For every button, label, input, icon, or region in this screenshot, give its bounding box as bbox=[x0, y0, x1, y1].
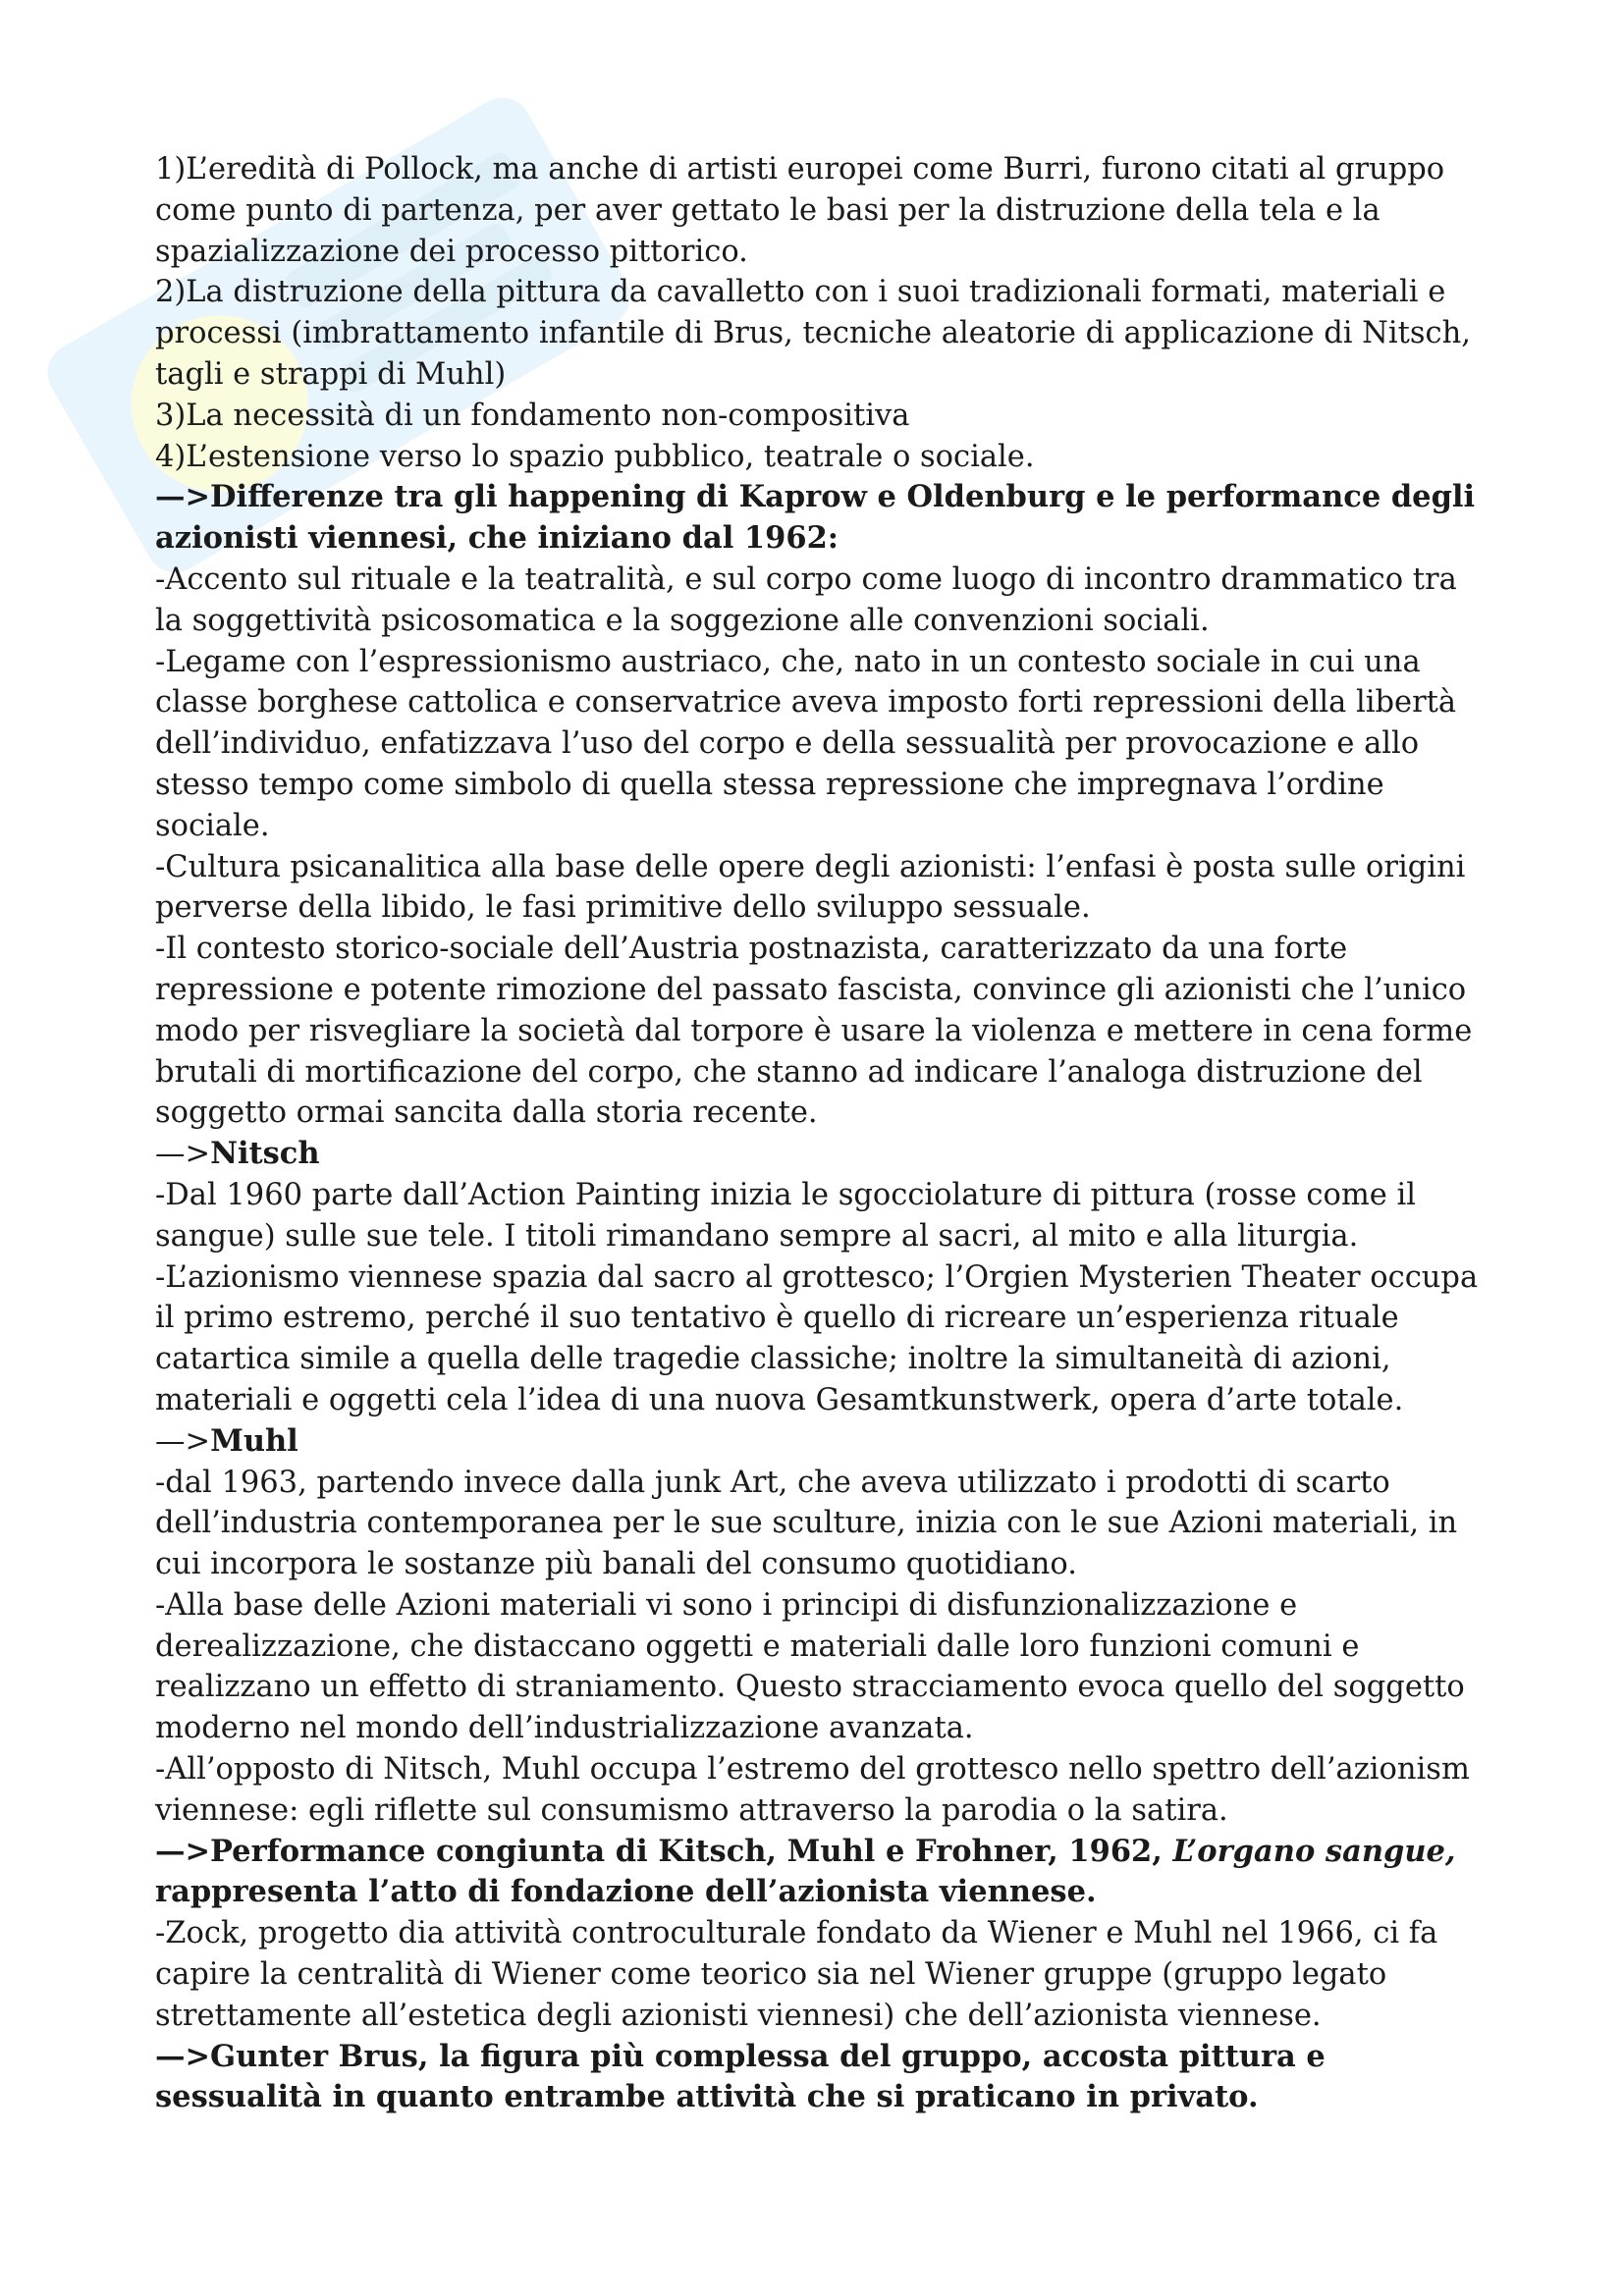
heading-muhl-arrow: —> bbox=[155, 1423, 211, 1459]
paragraph-13: -All’opposto di Nitsch, Muhl occupa l’estremo del grottesco nello spettro dell’azionism viennese: egli riflette sul consumismo attraverso la parodia o la satira. bbox=[155, 1752, 1470, 1828]
heading-performance-text-b: rappresenta l’atto di fondazione dell’azionista viennese. bbox=[155, 1874, 1097, 1910]
paragraph-11: -dal 1963, partendo invece dalla junk Art, che aveva utilizzato i prodotti di scarto dell’industria contemporanea per le sue sculture, inizia con le sue Azioni materiali, in cui incorpora le sostanze più banali del consumo quotidiano. bbox=[155, 1465, 1458, 1582]
heading-nitsch-text: Nitsch bbox=[210, 1136, 320, 1172]
paragraph-4: 4)L’estensione verso lo spazio pubblico, teatrale o sociale. bbox=[155, 439, 1035, 474]
heading-differences-text: —>Differenze tra gli happening di Kaprow e Oldenburg e le performance degli azionisti viennesi, che iniziano dal 1962: bbox=[155, 479, 1476, 557]
paragraph-8: -Il contesto storico-sociale dell’Austria postnazista, caratterizzato da una forte repressione e potente rimozione del passato fascista, convince gli azionisti che l’unico modo per risvegliare la società dal torpore è usare la violenza e mettere in cena forme brutali di mortificazione del corpo, che stanno ad indicare l’analoga distruzione del soggetto ormai sancita dalla storia recente. bbox=[155, 932, 1473, 1131]
heading-muhl-text: Muhl bbox=[210, 1422, 298, 1459]
paragraph-6: -Legame con l’espressionismo austriaco, che, nato in un contesto sociale in cui una classe borghese cattolica e conservatrice aveva imposto forti repressioni della libertà dell’individuo, enfatizzava l’uso del corpo e della sessualità per provocazione e allo stesso tempo come simbolo di quella stessa repressione che impregnava l’ordine sociale. bbox=[155, 644, 1457, 843]
heading-brus bbox=[155, 2037, 1490, 2119]
heading-brus-text: —>Gunter Brus, la figura più complessa del gruppo, accosta pittura e sessualità in quanto entrambe attività che si praticano in privato. bbox=[155, 2038, 1326, 2115]
paragraph-12: -Alla base delle Azioni materiali vi sono i principi di disfunzionalizzazione e derealizzazione, che distaccano oggetti e materiali dalle loro funzioni comuni e realizzano un effetto di straniamento. Questo stracciamento evoca quello del soggetto moderno nel mondo dell’industrializzazione avanzata. bbox=[155, 1587, 1465, 1746]
paragraph-14: -Zock, progetto dia attività controculturale fondato da Wiener e Muhl nel 1966, ci fa capire la centralità di Wiener come teorico sia nel Wiener gruppe (gruppo legato strettamente all’estetica degli azionisti viennesi) che dell’azionista viennese. bbox=[155, 1916, 1438, 2033]
heading-nitsch bbox=[155, 1134, 1490, 1175]
paragraph-9: -Dal 1960 parte dall’Action Painting inizia le sgocciolature di pittura (rosse come il sangue) sulle sue tele. I titoli rimandano sempre al sacri, al mito e alla liturgia. bbox=[155, 1177, 1417, 1254]
heading-performance-text-a: —>Performance congiunta di Kitsch, Muhl e Frohner, 1962, bbox=[155, 1833, 1173, 1869]
heading-nitsch-arrow: —> bbox=[155, 1137, 211, 1172]
heading-performance-title: L’organo sangue, bbox=[1172, 1833, 1456, 1869]
paragraph-7: -Cultura psicanalitica alla base delle opere degli azionisti: l’enfasi è posta sulle origini perverse della libido, le fasi primitive dello sviluppo sessuale. bbox=[155, 849, 1466, 926]
paragraph-5: -Accento sul rituale e la teatralità, e sul corpo come luogo di incontro drammatico tra la soggettività psicosomatica e la soggezione alle convenzioni sociali. bbox=[155, 561, 1457, 638]
paragraph-1: 1)L’eredità di Pollock, ma anche di artisti europei come Burri, furono citati al gruppo come punto di partenza, per aver gettato le basi per la distruzione della tela e la spazializzazione dei processo pittorico. bbox=[155, 152, 1445, 269]
paragraph-3: 3)La necessità di un fondamento non-compositiva bbox=[155, 398, 910, 433]
heading-performance bbox=[155, 1832, 1490, 1914]
paragraph-2: 2)La distruzione della pittura da cavalletto con i suoi tradizionali formati, materiali e processi (imbrattamento infantile di Brus, tecniche aleatorie di applicazione di Nitsch, tagli e strappi di Muhl) bbox=[155, 275, 1471, 392]
heading-muhl bbox=[155, 1421, 1490, 1463]
paragraph-10: -L’azionismo viennese spazia dal sacro al grottesco; l’Orgien Mysterien Theater occupa il primo estremo, perché il suo tentativo è quello di ricreare un’esperienza rituale catartica simile a quella delle tragedie classiche; inoltre la simultaneità di azioni, materiali e oggetti cela l’idea di una nuova Gesamtkunstwerk, opera d’arte totale. bbox=[155, 1259, 1479, 1417]
heading-differences bbox=[155, 477, 1490, 560]
document-body bbox=[155, 149, 1490, 2118]
